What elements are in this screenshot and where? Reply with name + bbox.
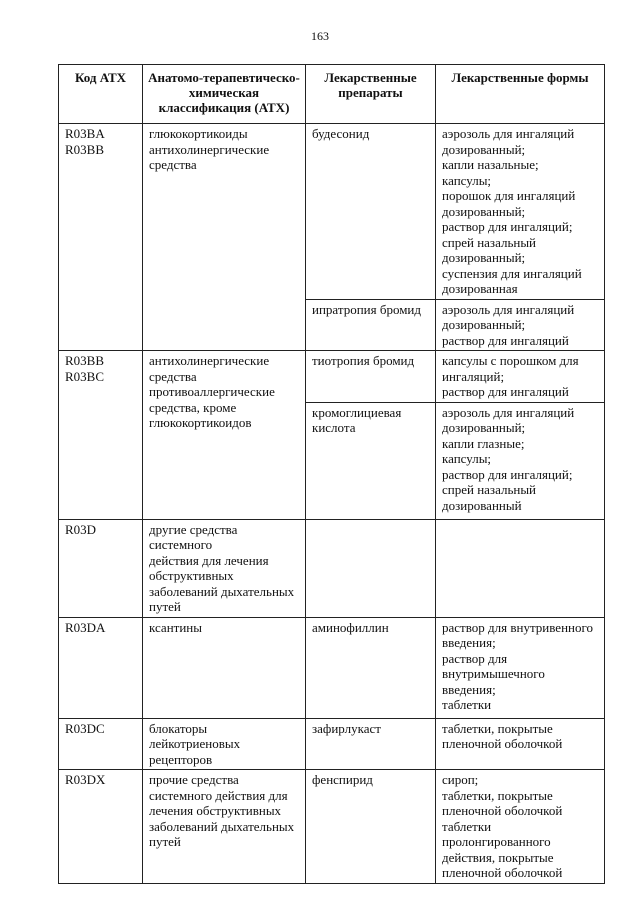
page-number: 163 <box>311 29 329 43</box>
table-header-row <box>59 65 605 124</box>
cell-drug: фенспирид <box>306 770 436 884</box>
cell-classification: глюкокортикоиды антихолинергические средства <box>143 124 306 351</box>
cell-code: R03D <box>59 519 143 617</box>
cell-classification: другие средства системного действия для лечения обструктивных заболеваний дыхательных путей <box>143 519 306 617</box>
header-forms: Лекарственные формы <box>436 65 605 124</box>
cell-forms: капсулы с порошком для ингаляций; раствор для ингаляций <box>436 351 605 403</box>
cell-drug: тиотропия бромид <box>306 351 436 403</box>
cell-forms: таблетки, покрытые пленочной оболочкой <box>436 718 605 770</box>
table-row <box>59 519 605 617</box>
cell-drug: зафирлукаст <box>306 718 436 770</box>
cell-forms: сироп; таблетки, покрытые пленочной оболочкой таблетки пролонгированного действия, покрытые пленочной оболочкой <box>436 770 605 884</box>
table-row <box>59 617 605 718</box>
cell-classification: прочие средства системного действия для лечения обструктивных заболеваний дыхательных путей <box>143 770 306 884</box>
header-classification: Анатомо-терапевтическо- химическая классификация (АТХ) <box>143 65 306 124</box>
cell-drug <box>306 519 436 617</box>
cell-code: R03BA R03BB <box>59 124 143 351</box>
table-row <box>59 351 605 403</box>
cell-code: R03DX <box>59 770 143 884</box>
header-code: Код АТХ <box>59 65 143 124</box>
cell-forms: аэрозоль для ингаляций дозированный; капли глазные; капсулы; раствор для ингаляций; спрей назальный дозированный <box>436 402 605 519</box>
cell-code: R03BB R03BC <box>59 351 143 520</box>
cell-drug: кромоглициевая кислота <box>306 402 436 519</box>
table-row <box>59 124 605 300</box>
cell-forms: раствор для внутривенного введения; раствор для внутримышечного введения; таблетки <box>436 617 605 718</box>
cell-drug: аминофиллин <box>306 617 436 718</box>
cell-classification: антихолинергические средства противоаллергические средства, кроме глюкокортикоидов <box>143 351 306 520</box>
cell-code: R03DC <box>59 718 143 770</box>
atx-drug-table <box>58 64 605 884</box>
cell-classification: блокаторы лейкотриеновых рецепторов <box>143 718 306 770</box>
cell-forms: аэрозоль для ингаляций дозированный; раствор для ингаляций <box>436 299 605 351</box>
cell-code: R03DA <box>59 617 143 718</box>
header-drugs: Лекарственные препараты <box>306 65 436 124</box>
cell-forms: аэрозоль для ингаляций дозированный; капли назальные; капсулы; порошок для ингаляций дозированный; раствор для ингаляций; спрей назальный дозированный; суспензия для ингаляций дозированная <box>436 124 605 300</box>
cell-forms <box>436 519 605 617</box>
cell-drug: будесонид <box>306 124 436 300</box>
cell-classification: ксантины <box>143 617 306 718</box>
table-row <box>59 770 605 884</box>
cell-drug: ипратропия бромид <box>306 299 436 351</box>
table-row <box>59 718 605 770</box>
